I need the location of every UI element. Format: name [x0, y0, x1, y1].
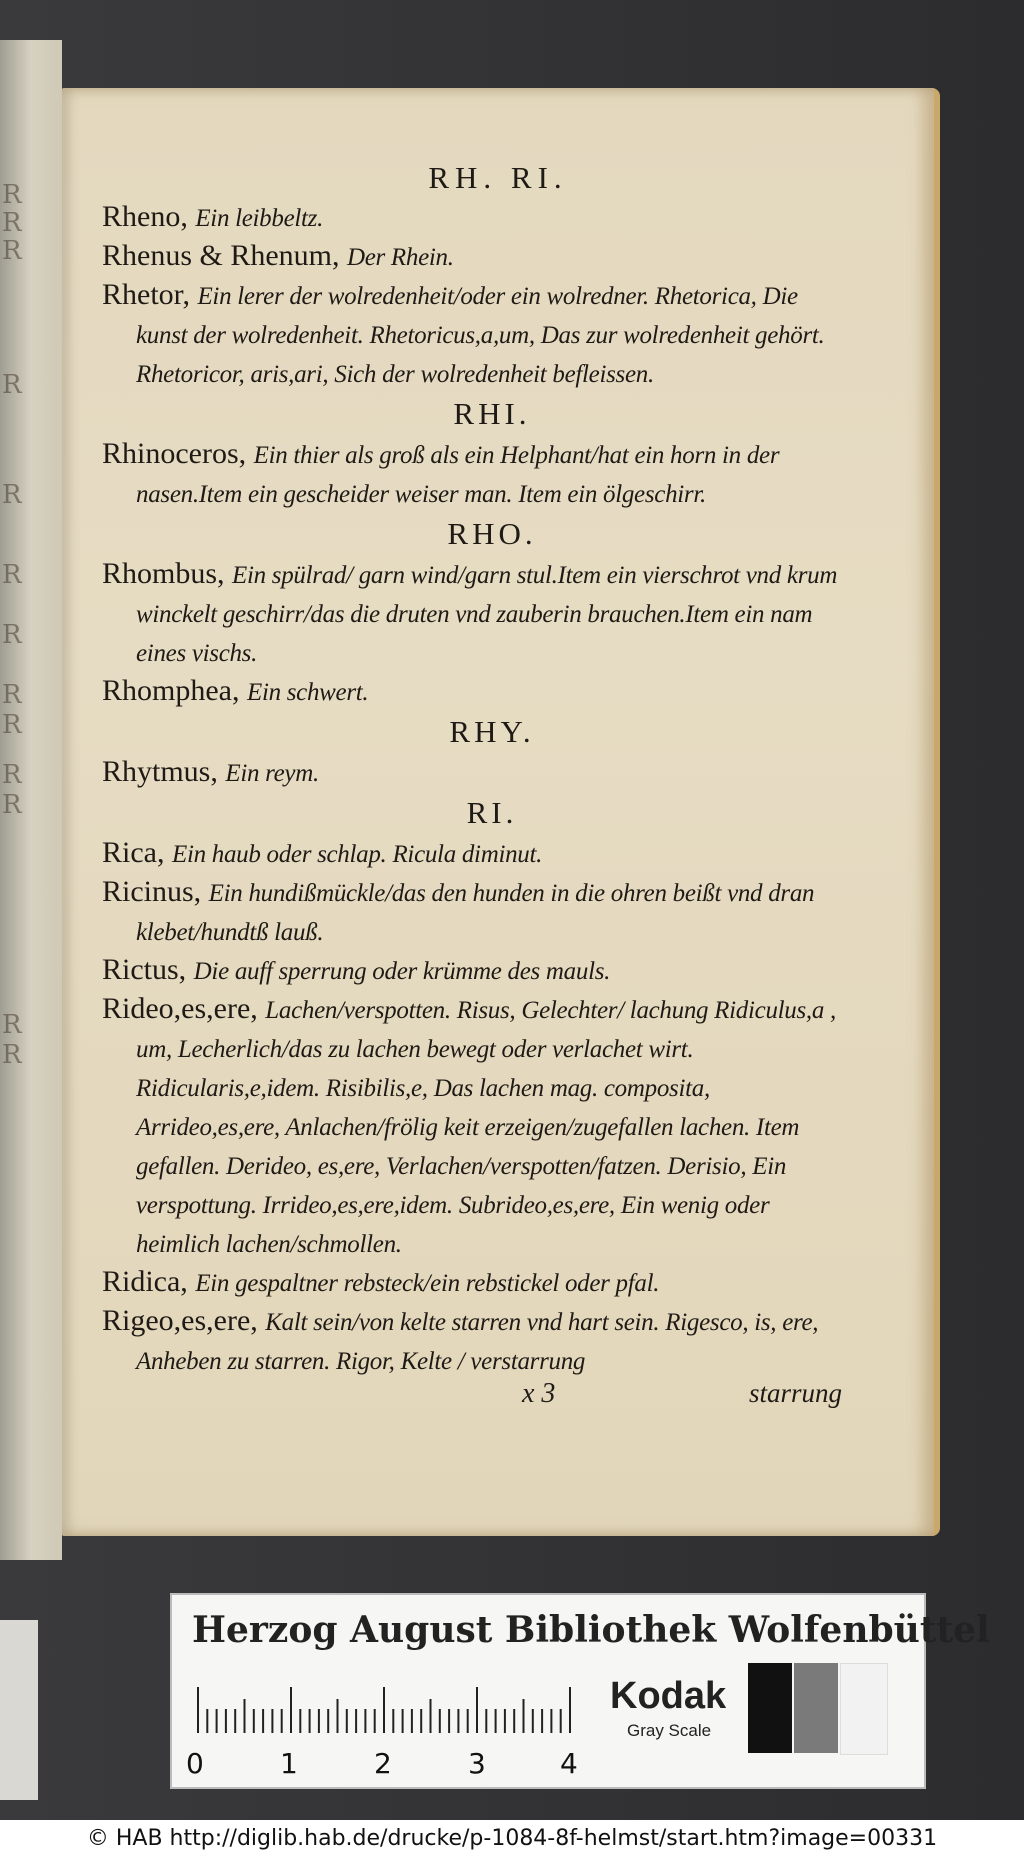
- ruler-number: 4: [560, 1747, 578, 1780]
- dictionary-entry: [102, 834, 842, 873]
- book-page: [62, 88, 940, 1536]
- adjacent-color-strip: [0, 1620, 38, 1800]
- signature-mark: x 3: [522, 1378, 556, 1409]
- entry-lemma: Ricinus,: [102, 875, 202, 908]
- entry-gloss: Ein haub oder schlap. Ricula diminut.: [171, 841, 543, 868]
- swatch-white: [840, 1663, 888, 1755]
- gray-scale-label: Gray Scale: [627, 1721, 712, 1740]
- entry-lemma: Rhenus & Rhenum,: [102, 239, 340, 272]
- dictionary-entry: [102, 237, 842, 276]
- entry-gloss: Kalt sein/von kelte starren vnd hart sein. Rigesco, is, ere, Anheben zu starren. Rigor, Kelte / verstarrung: [136, 1309, 819, 1375]
- entry-lemma: Rictus,: [102, 953, 187, 986]
- kodak-logo: Kodak: [610, 1675, 727, 1717]
- dictionary-entry: [102, 990, 842, 1263]
- entry-gloss: Lachen/verspotten. Risus, Gelechter/ lachung Ridiculus,a , um, Lecherlich/das zu lachen bewegt oder verlachet wirt. Ridicularis,e,idem. Risibilis,e, Das lachen mag. composita, Arrideo,es,ere, Anlachen/frölig keit erzeigen/zugefallen lachen. Item gefallen. Derideo, es,ere, Verlachen/verspotten/fatzen. Derisio, Ein verspottung. Irrideo,es,ere,idem. Subrideo,es,ere, Ein wenig oder heimlich lachen/schmollen.: [136, 997, 836, 1258]
- dictionary-entry: [102, 753, 842, 792]
- entry-lemma: Ridica,: [102, 1265, 188, 1298]
- dictionary-entry: [102, 198, 842, 237]
- ruler-numbers: [186, 1747, 606, 1781]
- dictionary-entry: [102, 1263, 842, 1302]
- page-footer-line: [102, 1378, 842, 1418]
- catchword: starrung: [748, 1378, 842, 1408]
- dictionary-entry: [102, 873, 842, 951]
- section-heading-rho: RHO.: [447, 516, 537, 551]
- entry-gloss: Ein leibbeltz.: [195, 205, 324, 232]
- dictionary-entry: [102, 276, 842, 393]
- dictionary-entry: [102, 1302, 842, 1380]
- entry-lemma: Rhetor,: [102, 278, 190, 311]
- entry-gloss: Der Rhein.: [347, 244, 454, 271]
- ruler-number: 1: [280, 1747, 298, 1780]
- section-heading-rhi: RHI.: [453, 396, 531, 431]
- dictionary-entry: [102, 672, 842, 711]
- ruler-number: 3: [468, 1747, 486, 1780]
- entry-gloss: Ein gespaltner rebsteck/ein rebstickel oder pfal.: [195, 1270, 660, 1297]
- ruler-number: 0: [186, 1747, 204, 1780]
- swatch-black: [748, 1663, 792, 1753]
- dictionary-entry: [102, 435, 842, 513]
- entry-lemma: Rhinoceros,: [102, 437, 247, 470]
- dictionary-entries: [102, 198, 842, 1409]
- adjacent-page-letters: R R R R R R R R R R R R R: [2, 180, 22, 1070]
- entry-lemma: Rhomphea,: [102, 674, 240, 707]
- adjacent-page-edge: [0, 40, 62, 1560]
- entry-lemma: Rideo,es,ere,: [102, 992, 258, 1025]
- entry-gloss: Ein lerer der wolredenheit/oder ein wolredner. Rhetorica, Die kunst der wolredenheit. Rhetoricus,a,um, Das zur wolredenheit gehört. Rhetoricor, aris,ari, Sich der wolredenheit befleissen.: [136, 283, 825, 388]
- ruler-number: 2: [374, 1747, 392, 1780]
- entry-gloss: Die auff sperrung oder krümme des mauls.: [193, 958, 611, 985]
- entry-gloss: Ein schwert.: [246, 679, 369, 706]
- swatch-gray: [794, 1663, 838, 1753]
- color-target-card: [170, 1593, 990, 1789]
- entry-lemma: Rheno,: [102, 200, 188, 233]
- entry-gloss: Ein reym.: [225, 760, 319, 787]
- dictionary-entry: [102, 555, 842, 672]
- running-head: RH. RI.: [428, 160, 568, 195]
- library-name: Herzog August Bibliothek Wolfenbüttel: [192, 1609, 990, 1651]
- entry-lemma: Rigeo,es,ere,: [102, 1304, 258, 1337]
- entry-lemma: Rhombus,: [102, 557, 225, 590]
- entry-gloss: Ein hundißmückle/das den hunden in die ohren beißt vnd dran klebet/hundtß lauß.: [136, 880, 815, 946]
- dictionary-entry: [102, 951, 842, 990]
- entry-gloss: Ein spülrad/ garn wind/garn stul.Item ein vierschrot vnd krum winckelt geschirr/das die druten vnd zauberin brauchen.Item ein nam eines vischs.: [136, 562, 838, 667]
- entry-gloss: Ein thier als groß als ein Helphant/hat ein horn in der nasen.Item ein gescheider weiser man. Item ein ölgeschirr.: [136, 442, 780, 508]
- section-heading-rhy: RHY.: [449, 714, 535, 749]
- section-heading-ri: RI.: [466, 795, 518, 830]
- copyright-footer: © HAB http://diglib.hab.de/drucke/p-1084-8f-helmst/start.htm?image=00331: [0, 1820, 1024, 1857]
- entry-lemma: Rhytmus,: [102, 755, 218, 788]
- entry-lemma: Rica,: [102, 836, 165, 869]
- ruler-scale: [194, 1685, 574, 1733]
